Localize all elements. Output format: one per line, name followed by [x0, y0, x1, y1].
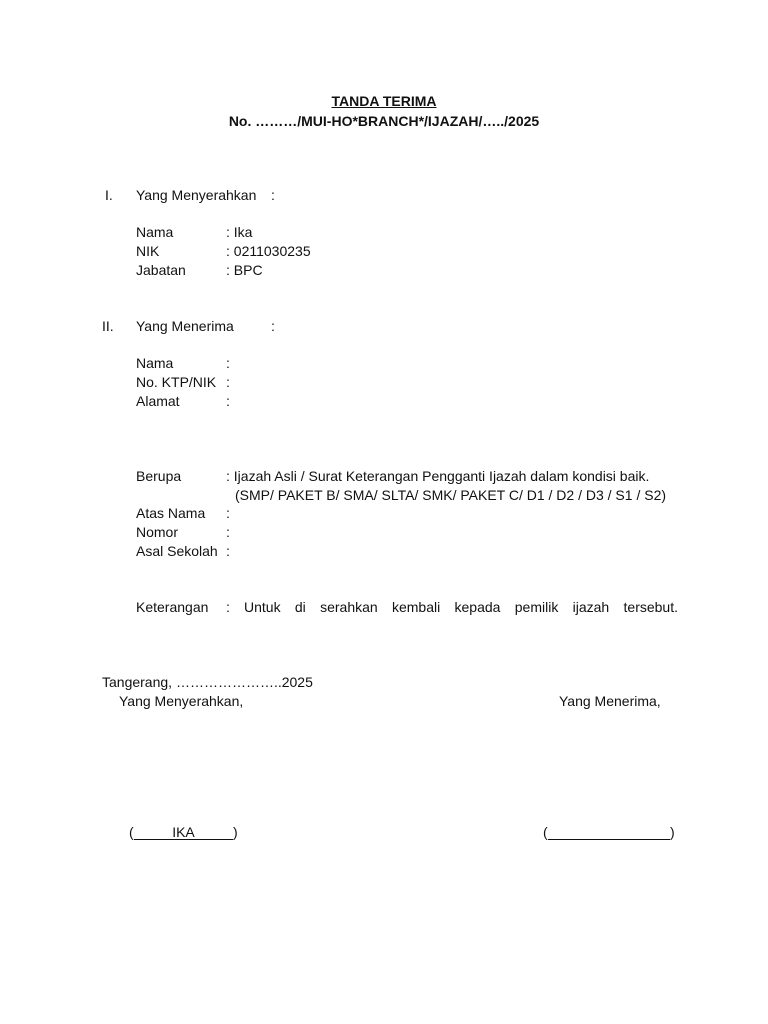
keterangan-word: di [294, 599, 306, 615]
section-2-numeral: II. [102, 318, 114, 334]
section-2-heading: Yang Menerima [136, 318, 234, 334]
section-1-heading-colon: : [271, 187, 275, 203]
section-1-heading: Yang Menyerahkan [136, 187, 257, 203]
giver-nik-value: : 0211030235 [226, 243, 311, 259]
keterangan-word: ijazah [572, 599, 610, 615]
giver-name-value: : Ika [226, 224, 253, 240]
giver-jabatan-label: Jabatan [136, 262, 186, 278]
receiver-name-value: : [226, 355, 230, 371]
nomor-label: Nomor [136, 524, 179, 540]
keterangan-word: serahkan [320, 599, 378, 615]
place-date: Tangerang, …………………..2025 [102, 674, 313, 690]
atas-nama-label: Atas Nama [136, 505, 206, 521]
keterangan-colon: : [226, 599, 230, 615]
receiver-name-label: Nama [136, 355, 174, 371]
keterangan-word: tersebut. [623, 599, 678, 615]
giver-paren-open: ( [129, 824, 134, 840]
receiver-address-label: Alamat [136, 393, 180, 409]
berupa-options: (SMP/ PAKET B/ SMA/ SLTA/ SMK/ PAKET C/ D1 / D2 / D3 / S1 / S2) [235, 487, 667, 503]
nomor-value: : [226, 524, 230, 540]
section-2-heading-colon: : [271, 318, 275, 334]
document-number: No. ………/MUI-HO*BRANCH*/IJAZAH/…../2025 [228, 113, 540, 129]
receiver-address-value: : [226, 393, 230, 409]
keterangan-word: Untuk [244, 599, 281, 615]
keterangan-word: pemilik [514, 599, 559, 615]
giver-jabatan-value: : BPC [226, 262, 263, 278]
receiver-signature-line [548, 839, 670, 840]
document-title: TANDA TERIMA [331, 93, 437, 109]
section-1-numeral: I. [105, 187, 113, 203]
receiver-ktp-label: No. KTP/NIK [136, 374, 217, 390]
receiver-paren-open: ( [543, 824, 548, 840]
berupa-label: Berupa [136, 468, 182, 484]
giver-name-label: Nama [136, 224, 174, 240]
keterangan-word: kembali [391, 599, 441, 615]
keterangan-text [244, 598, 678, 616]
receiver-signature-label: Yang Menerima, [559, 693, 661, 709]
keterangan-word: kepada [454, 599, 501, 615]
giver-nik-label: NIK [136, 243, 160, 259]
giver-signature-name: IKA [172, 824, 195, 840]
keterangan-label: Keterangan [136, 599, 209, 615]
berupa-value: : Ijazah Asli / Surat Keterangan Pengganti Ijazah dalam kondisi baik. [226, 468, 650, 484]
asal-sekolah-value: : [226, 543, 230, 559]
receiver-ktp-value: : [226, 374, 230, 390]
receiver-paren-close: ) [670, 824, 675, 840]
giver-signature-label: Yang Menyerahkan, [119, 693, 244, 709]
asal-sekolah-label: Asal Sekolah [136, 543, 218, 559]
atas-nama-value: : [226, 505, 230, 521]
giver-paren-close: ) [233, 824, 238, 840]
